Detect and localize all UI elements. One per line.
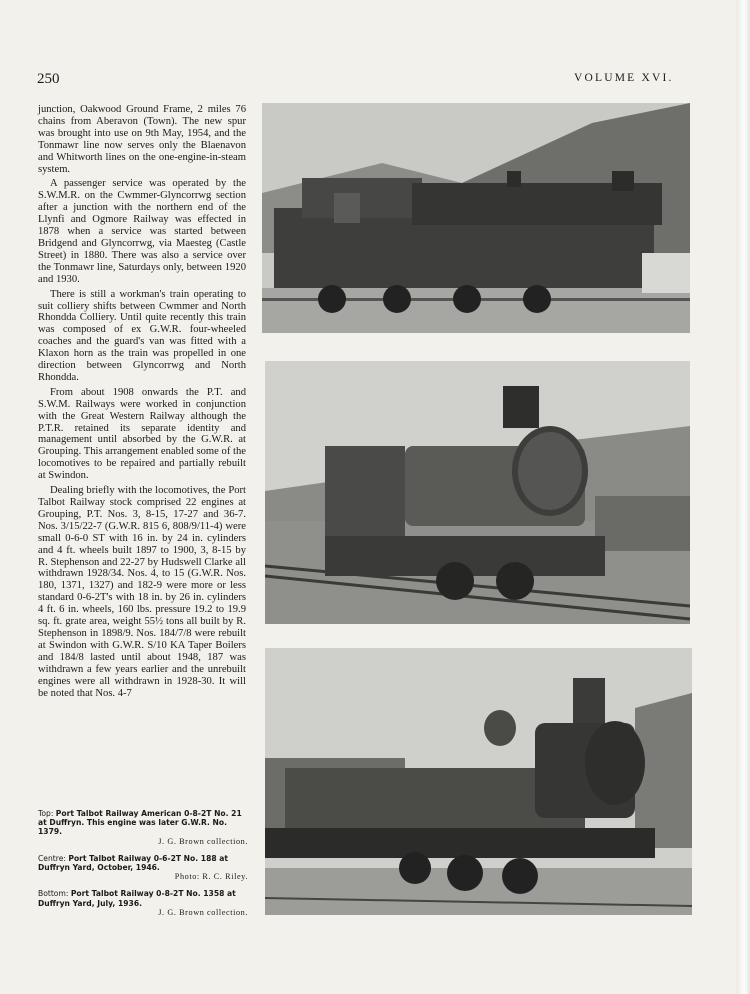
paragraph: From about 1908 onwards the P.T. and S.W.M. Railways were worked in conjunction with the Great Western Railway although the P.T.R. retained its separate identity and management until absorbed by the G.W.R. at Grouping. This arrangement enabled some of the locomotives to be repaired and partially rebuilt at Swindon. <box>38 386 246 482</box>
caption-centre: Centre: Port Talbot Railway 0-6-2T No. 188 at Duffryn Yard, October, 1946. Photo: R. C. Riley. <box>38 853 248 882</box>
page-spine-edge <box>736 0 750 994</box>
paragraph: Dealing briefly with the locomotives, the Port Talbot Railway stock comprised 22 engines at Grouping, P.T. Nos. 3, 8-15, 17-27 and 36-7. Nos. 3/15/22-7 (G.W.R. 815 6, 808/9/11-4) were small 0-6-0 ST with 16 in. by 24 in. cylinders and 4 ft. wheels built 1897 to 1900, 3, 8-15 by R. Stephenson and 22-27 by Hudswell Clarke all withdrawn 1928/34. Nos. 4, to 15 (G.W.R. Nos. 180, 1371, 1327) and 182-9 were more or less standard 0-6-2T's with 18 in. by 26 in. cylinders 4 ft. 6 in. wheels, 160 lbs. pressure 19.2 to 19.9 sq. ft. grate area, weight 55½ tons all built by R. Stephenson in 1898/9. Nos. 184/7/8 were rebuilt at Swindon with G.W.R. S/10 KA Taper Boilers and 184/8 lasted until about 1948, 187 was withdrawn a few years earlier and the unrebuilt engines were all withdrawn in 1928-30. It will be noted that Nos. 4-7 <box>38 485 246 699</box>
caption-top: Top: Port Talbot Railway American 0-8-2T No. 21 at Duffryn. This engine was later G.W.R. No. 1379. J. G. Brown collection. <box>38 809 248 846</box>
photo-credit: J. G. Brown collection. <box>158 907 248 917</box>
running-header-volume: VOLUME XVI. <box>574 72 674 84</box>
photo-bottom-locomotive <box>265 648 692 915</box>
photo-top-locomotive <box>262 103 690 333</box>
paragraph: junction, Oakwood Ground Frame, 2 miles 76 chains from Aberavon (Town). The new spur was brought into use on 9th May, 1954, and the Tonmawr line now serves only the Blaenavon and Whitworth lines on the one-engine-in-steam system. <box>38 104 246 175</box>
photo-centre-locomotive <box>265 361 690 624</box>
photo-captions <box>38 809 248 925</box>
paragraph: There is still a workman's train operating to suit colliery shifts between Cwmmer and North Rhondda Colliery. Until quite recently this train was composed of ex G.W.R. four-wheeled coaches and the guard's van was fitted with a Klaxon horn as the train was propelled in one direction between Glyncorrwg and North Rhondda. <box>38 288 246 383</box>
caption-bottom: Bottom: Port Talbot Railway 0-8-2T No. 1358 at Duffryn Yard, July, 1936. J. G. Brown collection. <box>38 889 248 917</box>
body-text-column <box>38 104 246 702</box>
page-number: 250 <box>37 71 60 87</box>
photo-credit: J. G. Brown collection. <box>158 836 248 846</box>
paragraph: A passenger service was operated by the S.W.M.R. on the Cwmmer-Glyncorrwg section after a junction with the northern end of the Llynfi and Ogmore Railway was effected in 1878 when a service was started between Bridgend and Glyncorrwg, via Maesteg (Castle Street) in 1880. There was also a service over the Tonmawr line, Saturdays only, between 1920 and 1930. <box>38 178 246 285</box>
photo-credit: Photo: R. C. Riley. <box>174 872 248 882</box>
